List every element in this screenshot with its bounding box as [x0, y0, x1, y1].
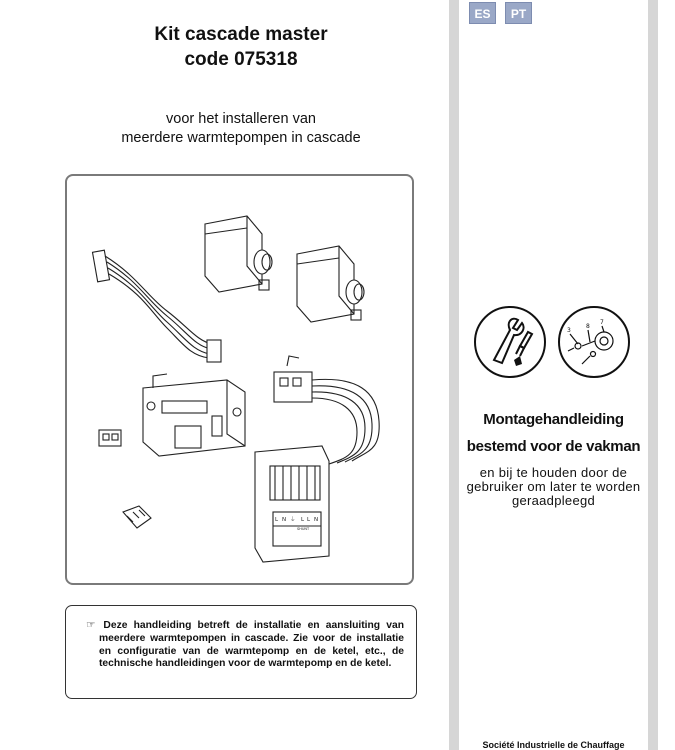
kit-illustration	[67, 176, 416, 587]
manual-audience: bestemd voor de vakman	[466, 438, 641, 455]
plug-illustration	[123, 506, 151, 528]
relay-module-illustration	[274, 356, 379, 464]
doc-code: code 075318	[184, 49, 298, 70]
pointing-hand-icon: ☞	[86, 620, 96, 631]
connector-illustration	[99, 430, 121, 446]
part-number: 3	[567, 327, 571, 334]
manual-subtitle: en bij te houden door de gebruiker om later te worden geraadpleegd	[466, 465, 641, 508]
terminal-label: ⏚	[290, 517, 296, 523]
ribbon-cable-illustration	[92, 250, 221, 362]
company-name: Société Industrielle de Chauffage	[482, 740, 625, 750]
sensor-illustration-2	[297, 246, 364, 322]
note-body: Deze handleiding betreft de installatie en aansluiting van meerdere warmtepompen in cascade. Zie voor de installatie en configuratie van de warmtepomp en de ketel, etc., de technische handleidingen voor de warmtepomp en de ketel.	[99, 620, 404, 670]
note-box	[65, 605, 417, 699]
terminal-label: L	[275, 517, 279, 523]
part-number: 7	[600, 319, 604, 326]
circuit-board-illustration	[143, 374, 245, 456]
part-number: 8	[586, 323, 590, 330]
terminal-label: N	[282, 517, 287, 523]
doc-title: Kit cascade master	[154, 24, 328, 45]
language-tab-es[interactable]: ES	[469, 2, 496, 24]
kit-components-figure	[65, 174, 414, 585]
assembly-parts-icon	[558, 306, 630, 378]
tools-icon	[474, 306, 546, 378]
subtitle-line-1: voor het installeren van	[166, 111, 316, 127]
doc-subtitle	[66, 110, 416, 148]
terminal-sublabel: SHUNT	[297, 527, 310, 531]
manual-title: Montagehandleiding	[483, 411, 624, 428]
junction-box-illustration	[255, 446, 329, 562]
terminal-label: L	[307, 517, 311, 523]
note-text	[86, 620, 404, 671]
language-tab-pt[interactable]: PT	[505, 2, 532, 24]
terminal-label: L	[301, 517, 305, 523]
subtitle-line-2: meerdere warmtepompen in cascade	[121, 130, 361, 146]
sensor-illustration-1	[205, 216, 272, 292]
terminal-label: N	[314, 517, 319, 523]
